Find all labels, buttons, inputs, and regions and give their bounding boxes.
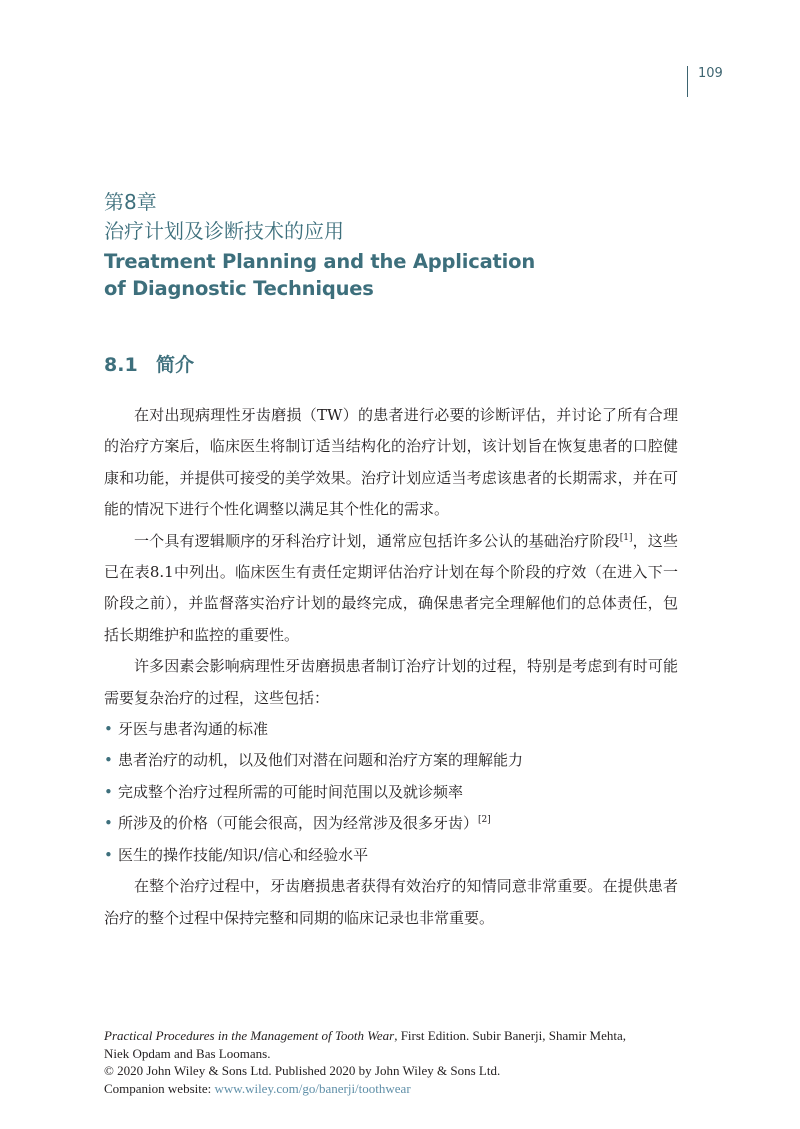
list-item: • 牙医与患者沟通的标准 <box>104 714 678 745</box>
chapter-number: 第8章 <box>104 190 157 214</box>
paragraph-2-part-a: 一个具有逻辑顺序的牙科治疗计划，通常应包括许多公认的基础治疗阶段 <box>134 531 620 550</box>
page-number: 109 <box>698 66 723 81</box>
paragraph-1: 在对出现病理性牙齿磨损（TW）的患者进行必要的诊断评估，并讨论了所有合理的治疗方案后，临床医生将制订适当结构化的治疗计划，该计划旨在恢复患者的口腔健康和功能，并提供可接受的美学效果。治疗计划应适当考虑该患者的长期需求，并在可能的情况下进行个性化调整以满足其个性化的需求。 <box>104 406 678 519</box>
paragraph-3: 许多因素会影响病理性牙齿磨损患者制订治疗计划的过程，特别是考虑到有时可能需要复杂治疗的过程，这些包括： <box>104 657 678 707</box>
section-heading <box>104 350 194 377</box>
footer-line-3: © 2020 John Wiley & Sons Ltd. Published 2020 by John Wiley & Sons Ltd. <box>104 1063 501 1078</box>
companion-website-link[interactable]: www.wiley.com/go/banerji/toothwear <box>214 1080 411 1096</box>
chapter-title-en-line1: Treatment Planning and the Application <box>104 250 536 273</box>
chapter-heading <box>104 188 535 302</box>
citation-ref-2: [2] <box>478 815 491 826</box>
body-text <box>104 400 678 934</box>
book-title: Practical Procedures in the Management of Tooth Wear <box>104 1028 395 1043</box>
list-item: • 完成整个治疗过程所需的可能时间范围以及就诊频率 <box>104 777 678 808</box>
section-number: 8.1 <box>104 354 138 376</box>
section-title: 简介 <box>156 354 195 376</box>
list-item: • 患者治疗的动机，以及他们对潜在问题和治疗方案的理解能力 <box>104 745 678 776</box>
copyright-footer <box>104 1027 704 1097</box>
citation-ref-1: [1] <box>619 532 633 543</box>
edition-authors: , First Edition. Subir Banerji, Shamir Mehta, <box>394 1028 627 1043</box>
footer-line-4 <box>104 1080 704 1098</box>
footer-line-2: Niek Opdam and Bas Loomans. <box>104 1045 271 1061</box>
list-item-text: 所涉及的价格（可能会很高，因为经常涉及很多牙齿） <box>118 814 479 833</box>
footer-line-1 <box>104 1027 704 1045</box>
paragraph-2-part-b: ，这些已在表8.1中列出。临床医生有责任定期评估治疗计划在每个阶段的疗效（在进入下一阶段之前），并监督落实治疗计划的最终完成，确保患者完全理解他们的总体责任，包括长期维护和监控的重要性。 <box>104 531 678 644</box>
paragraph-2 <box>104 526 678 652</box>
list-item <box>104 808 678 839</box>
list-item: • 医生的操作技能/知识/信心和经验水平 <box>104 840 678 871</box>
chapter-title-en-line2: of Diagnostic Techniques <box>104 277 374 300</box>
companion-label: Companion website: <box>104 1080 215 1096</box>
paragraph-4: 在整个治疗过程中，牙齿磨损患者获得有效治疗的知情同意非常重要。在提供患者治疗的整个过程中保持完整和同期的临床记录也非常重要。 <box>104 877 678 927</box>
factor-list <box>104 714 678 871</box>
chapter-title-zh: 治疗计划及诊断技术的应用 <box>104 219 344 243</box>
page-number-rule <box>687 66 688 97</box>
chapter-title-en <box>104 248 535 302</box>
